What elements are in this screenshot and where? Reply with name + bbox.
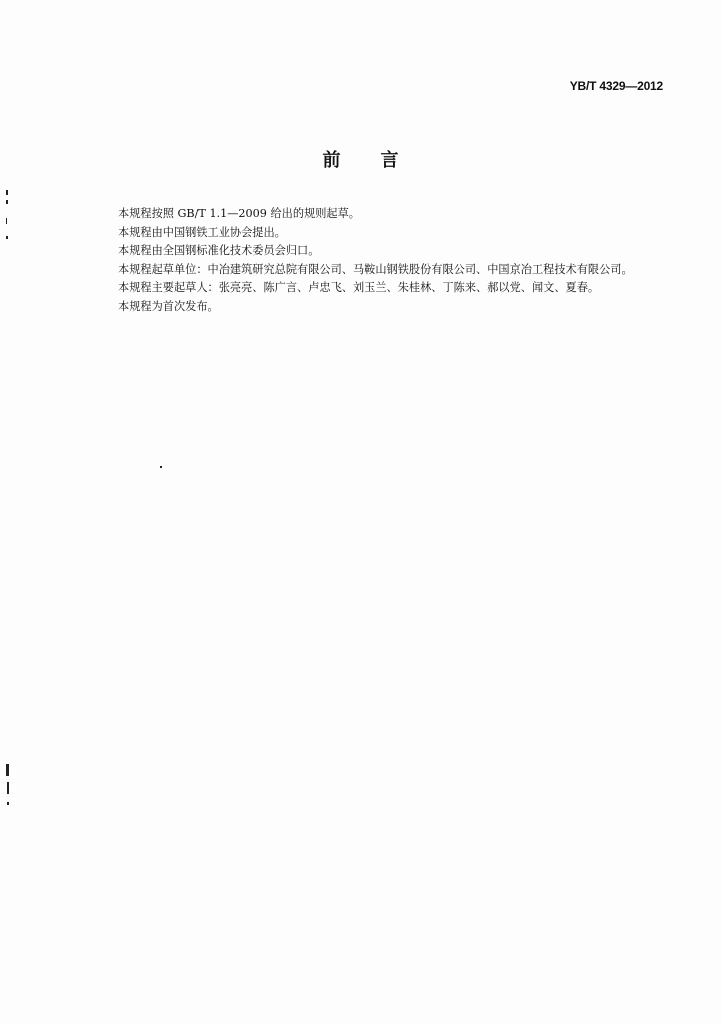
title-char-2: 言 (380, 150, 399, 171)
scan-mark (6, 764, 9, 776)
paragraph-drafters: 本规程主要起草人：张亮亮、陈广言、卢忠飞、刘玉兰、朱桂林、丁陈来、郝以党、闻文、夏春。 (118, 281, 600, 294)
scan-mark (7, 782, 9, 794)
scan-mark (6, 200, 8, 204)
foreword-body (88, 205, 666, 316)
paragraph-committee: 本规程由全国钢标准化技术委员会归口。 (118, 244, 320, 257)
scan-mark (6, 236, 8, 239)
scan-mark (7, 802, 9, 805)
paragraph-drafting-units: 本规程起草单位：中冶建筑研究总院有限公司、马鞍山钢铁股份有限公司、中国京冶工程技术有限公司。 (118, 262, 633, 276)
standard-code: YB/T 4329—2012 (569, 79, 663, 93)
scan-mark (160, 466, 162, 468)
paragraph-proposer: 本规程由中国钢铁工业协会提出。 (118, 225, 286, 239)
paragraph-first-release: 本规程为首次发布。 (118, 299, 219, 313)
paragraph-drafting-rules: 本规程按照 GB/T 1.1—2009 给出的规则起草。 (118, 207, 360, 220)
scan-mark (6, 218, 7, 224)
title-char-1: 前 (322, 150, 341, 171)
page-title (0, 146, 721, 172)
scan-mark (6, 190, 8, 195)
